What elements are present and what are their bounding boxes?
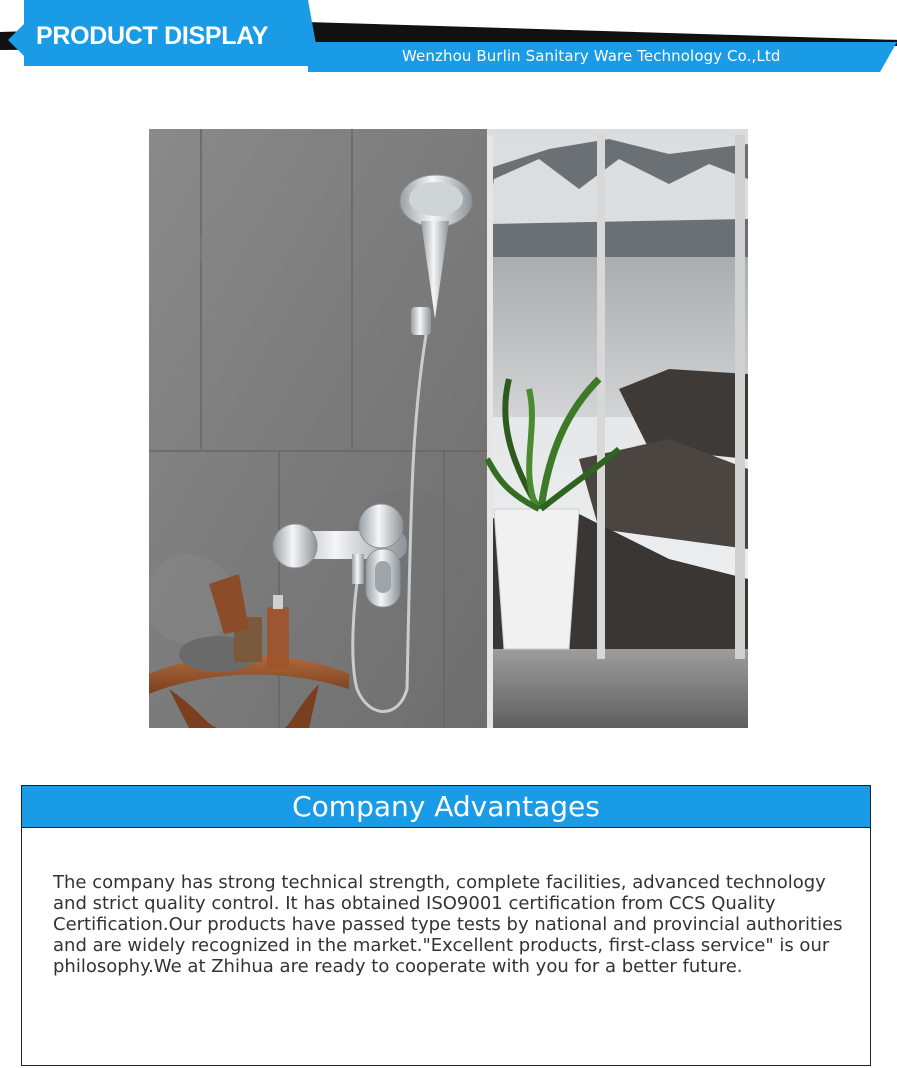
- advantages-body: The company has strong technical strength, complete facilities, advanced technology and strict quality control. It has obtained ISO9001 certification from CCS Quality Certification.Our products have passed type tests by national and provincial authorities and are widely recognized in the market."Excellent products, first-class service" is our philosophy.We at Zhihua are ready to cooperate with you for a better future.: [53, 872, 843, 977]
- section-header: [22, 786, 870, 828]
- header-banner: [0, 0, 897, 72]
- shower-set-photo: [149, 129, 748, 728]
- page-title: PRODUCT DISPLAY: [36, 22, 269, 50]
- company-advantages-section: [21, 785, 871, 1066]
- product-photo: [149, 129, 748, 728]
- company-name: Wenzhou Burlin Sanitary Ware Technology Co.,Ltd: [402, 47, 781, 65]
- section-title: Company Advantages: [292, 790, 600, 823]
